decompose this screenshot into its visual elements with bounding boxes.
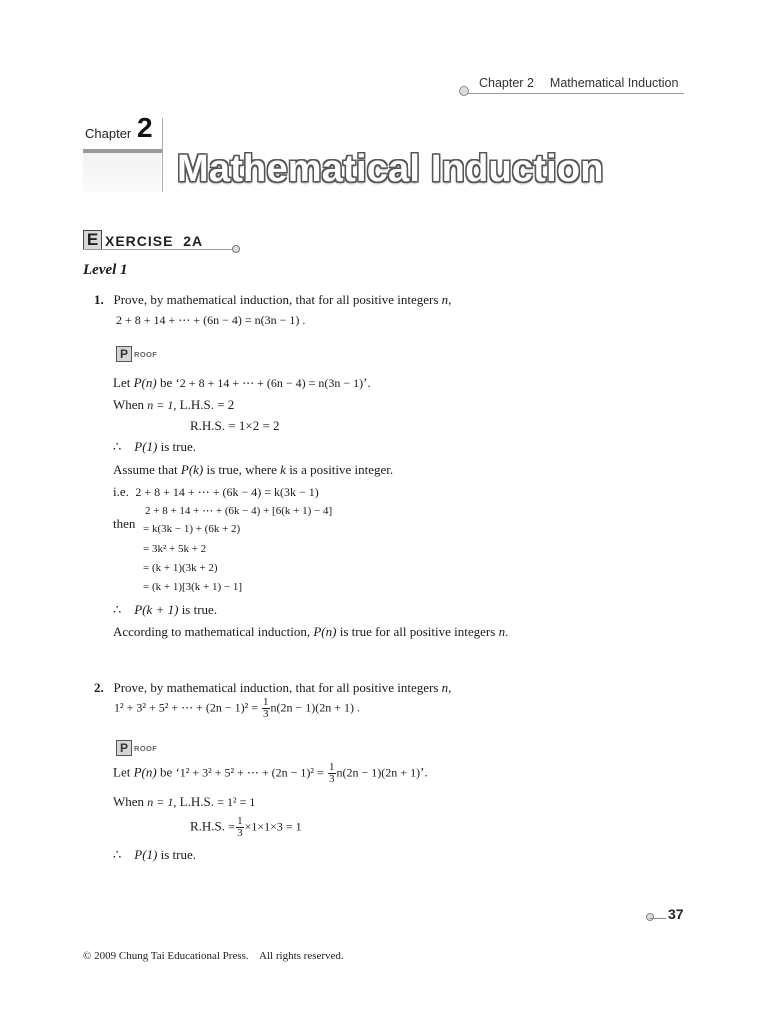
q1-conclusion-pre: According to mathematical induction, xyxy=(113,624,311,639)
q1-conclusion-end: . xyxy=(505,624,509,639)
therefore-symbol: ∴ xyxy=(113,602,122,617)
q2-rhs xyxy=(190,816,302,839)
q2-rhs-val: ×1×1×3 = 1 xyxy=(244,819,302,834)
fraction-denominator: 3 xyxy=(263,708,269,720)
exercise-word: XERCISE xyxy=(105,233,174,249)
q1-let-pn: P(n) xyxy=(133,375,157,390)
q1-assume-pk: P(k) xyxy=(180,462,204,477)
exercise-rule xyxy=(83,249,233,250)
q2-let-right: n(2n − 1)(2n + 1) xyxy=(336,765,421,780)
chapter-divider xyxy=(162,118,163,192)
exercise-ornament xyxy=(232,245,240,253)
q2-lhs-val: = 1² = 1 xyxy=(217,795,256,809)
q1-step4: = (k + 1)[3(k + 1) − 1] xyxy=(143,581,243,593)
q2-identity-left: 1² + 3² + 5² + ⋯ + (2n − 1)² = xyxy=(114,700,258,715)
q2-prompt-end: , xyxy=(448,680,452,695)
chapter-number: 2 xyxy=(137,112,153,143)
q2-rhs-label: R.H.S. xyxy=(190,818,226,834)
chapter-bar xyxy=(83,149,163,153)
q2-p1-is-true: is true. xyxy=(160,847,197,862)
q2-identity xyxy=(114,697,360,720)
q1-n-eq-1: n = 1, xyxy=(147,398,177,412)
q2-when xyxy=(113,794,255,810)
q1-step0: 2 + 8 + 14 + ⋯ + (6k − 4) + [6(k + 1) − 4] xyxy=(145,505,333,517)
q2-let-be: be ‘ xyxy=(159,764,180,780)
q2-when-word: When xyxy=(113,794,145,809)
chapter-title: Mathematical Induction xyxy=(177,148,604,190)
q1-step2: = 3k² + 5k + 2 xyxy=(143,543,207,555)
q2-let-pre: Let xyxy=(113,764,131,780)
q1-identity: 2 + 8 + 14 + ⋯ + (6n − 4) = n(3n − 1) . xyxy=(116,313,306,327)
q1-assume xyxy=(113,462,393,478)
q1-step1: = k(3k − 1) + (6k + 2) xyxy=(143,523,241,535)
q1-conclusion xyxy=(113,624,508,640)
q2-number: 2. xyxy=(94,680,104,695)
q2-prompt xyxy=(94,680,451,696)
proof-initial: P xyxy=(116,740,132,756)
q1-ie-label: i.e. xyxy=(113,484,129,499)
q2-p1-true xyxy=(113,847,196,863)
q2-n-eq-1: n = 1, xyxy=(147,795,177,809)
q2-let-pn: P(n) xyxy=(133,764,157,780)
page-number-rule xyxy=(650,918,666,919)
therefore-symbol: ∴ xyxy=(113,847,122,862)
q1-ie xyxy=(113,484,319,500)
q1-conclusion-pn: P(n) xyxy=(313,624,337,639)
q1-assume-end: is a positive integer. xyxy=(289,462,394,477)
q2-lhs-label: L.H.S. xyxy=(179,794,214,809)
header-ornament xyxy=(459,86,469,96)
q1-ie-stmt: 2 + 8 + 14 + ⋯ + (6k − 4) = k(3k − 1) xyxy=(135,485,319,499)
q1-let-end: ’. xyxy=(363,375,371,390)
q1-number: 1. xyxy=(94,292,104,307)
proof-word: ROOF xyxy=(134,744,158,753)
therefore-symbol: ∴ xyxy=(113,439,122,454)
page-number: 37 xyxy=(668,906,684,922)
fraction-denominator: 3 xyxy=(237,827,243,839)
q2-identity-right: n(2n − 1)(2n + 1) . xyxy=(270,700,361,715)
q1-prompt-text: Prove, by mathematical induction, that for all positive integers xyxy=(113,292,439,307)
q1-lhs-label: L.H.S. xyxy=(179,397,214,412)
q1-conclusion-mid: is true for all positive integers xyxy=(339,624,496,639)
header-topic: Mathematical Induction xyxy=(549,76,679,90)
q1-assume-k: k xyxy=(280,462,286,477)
q2-rhs-fraction xyxy=(236,816,244,839)
q1-conclusion-n: n xyxy=(498,624,506,639)
level-heading: Level 1 xyxy=(83,262,128,278)
q2-identity-fraction xyxy=(262,697,270,720)
page-number-ornament xyxy=(646,913,654,921)
q2-prompt-text: Prove, by mathematical induction, that for all positive integers xyxy=(113,680,439,695)
q1-lhs-val: = 2 xyxy=(217,397,235,412)
q1-when-word: When xyxy=(113,397,145,412)
q1-assume-mid: is true, where xyxy=(206,462,277,477)
running-header xyxy=(479,76,678,90)
q1-step3: = (k + 1)(3k + 2) xyxy=(143,562,218,574)
proof-word: ROOF xyxy=(134,350,158,359)
q1-pk1-is-true: is true. xyxy=(181,602,218,617)
exercise-initial: E xyxy=(83,230,102,250)
q1-then: then xyxy=(113,516,136,531)
header-rule xyxy=(468,93,684,94)
q1-p1-true xyxy=(113,439,196,455)
q1-let-stmt: 2 + 8 + 14 + ⋯ + (6n − 4) = n(3n − 1) xyxy=(179,376,364,390)
q1-prompt-end: , xyxy=(448,292,452,307)
q1-pk1: P(k + 1) xyxy=(134,602,179,617)
q2-p1: P(1) xyxy=(134,847,158,862)
fraction-numerator: 1 xyxy=(263,696,269,708)
q1-pk1-true xyxy=(113,602,217,618)
q1-rhs xyxy=(190,418,280,434)
q1-prompt xyxy=(94,292,451,308)
proof-initial: P xyxy=(116,346,132,362)
exercise-heading xyxy=(105,233,203,249)
q2-prompt-var: n xyxy=(441,680,449,695)
q1-rhs-val: = 1×2 = 2 xyxy=(228,418,280,433)
q2-let-fraction xyxy=(328,762,336,785)
fraction-numerator: 1 xyxy=(237,815,243,827)
q1-let-pre: Let xyxy=(113,375,131,390)
q2-let-left: 1² + 3² + 5² + ⋯ + (2n − 1)² = xyxy=(179,765,324,780)
q2-let-end: ’. xyxy=(420,764,428,780)
q2-rhs-eq: = xyxy=(228,819,236,834)
q1-rhs-label: R.H.S. xyxy=(190,418,226,433)
q1-p1: P(1) xyxy=(134,439,158,454)
q1-assume-pre: Assume that xyxy=(113,462,178,477)
q1-p1-is-true: is true. xyxy=(160,439,197,454)
chapter-label: Chapter xyxy=(85,126,132,141)
q1-when xyxy=(113,397,234,413)
copyright-notice: © 2009 Chung Tai Educational Press. All rights reserved. xyxy=(83,950,344,962)
chapter-panel xyxy=(83,150,161,192)
header-chapter: Chapter 2 xyxy=(479,76,534,90)
fraction-denominator: 3 xyxy=(329,773,335,785)
q2-let xyxy=(113,762,428,785)
q1-let xyxy=(113,375,371,391)
fraction-numerator: 1 xyxy=(329,761,335,773)
q1-let-be: be ‘ xyxy=(159,375,180,390)
q1-prompt-var: n xyxy=(441,292,449,307)
exercise-code: 2A xyxy=(183,233,204,249)
